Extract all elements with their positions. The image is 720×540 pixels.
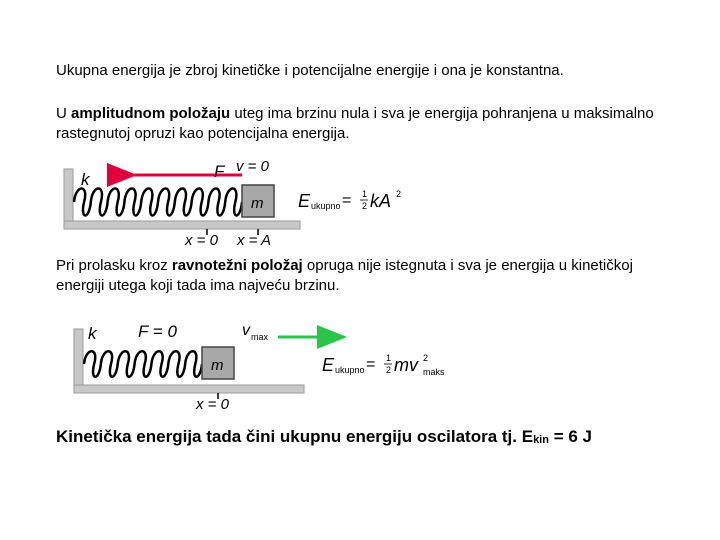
x0-label: x = 0	[196, 396, 229, 413]
force-label: F = 0	[138, 322, 177, 341]
equilibrium-diagram	[72, 315, 472, 413]
intro-paragraph: Ukupna energija je zbroj kinetičke i potencijalne energije i ona je konstantna.	[56, 62, 564, 79]
wall	[64, 169, 73, 229]
energy-exponent: 2	[396, 189, 402, 199]
fraction-denominator: 2	[386, 365, 392, 375]
spring-constant-label: k	[88, 324, 97, 343]
spring-constant-label: k	[81, 170, 90, 189]
xa-label: x = A	[237, 232, 272, 249]
equilibrium-suffix: opruga nije istegnuta i sva je energija u kinetičkoj energiji utega koji tada ima najveću brzinu.	[56, 257, 633, 294]
energy-symbol: E	[298, 191, 311, 211]
energy-rhs: mv	[394, 355, 418, 375]
conclusion-paragraph	[56, 427, 696, 450]
floor	[64, 221, 300, 229]
force-label: F	[214, 162, 225, 181]
energy-subscript: ukupno	[335, 365, 365, 375]
amplitude-paragraph	[56, 104, 656, 144]
velocity-label: v = 0	[236, 158, 269, 175]
energy-equals: =	[366, 356, 376, 373]
amplitude-bold-term: amplitudnom položaju	[71, 105, 231, 122]
amplitude-prefix: U	[56, 105, 71, 122]
energy-exponent: 2	[423, 353, 429, 363]
amplitude-diagram	[62, 155, 422, 250]
mass-label: m	[211, 357, 224, 374]
fraction-denominator: 2	[362, 201, 368, 211]
energy-symbol: E	[322, 355, 335, 375]
fraction-numerator: 1	[386, 353, 392, 363]
velocity-label: v	[242, 322, 250, 339]
energy-subscript: ukupno	[311, 201, 341, 211]
amplitude-suffix: uteg ima brzinu nula i sva je energija pohranjena u maksimalno rastegnutoj opruzi kao potencijalna energija.	[56, 105, 654, 142]
x0-label: x = 0	[185, 232, 218, 249]
equilibrium-bold-term: ravnotežni položaj	[171, 257, 303, 274]
conclusion-text: Kinetička energija tada čini ukupnu energiju oscilatora tj. E	[56, 427, 534, 446]
energy-rhs-subscript: maks	[423, 367, 445, 377]
floor	[74, 385, 304, 393]
conclusion-value: = 6 J	[548, 427, 592, 446]
equilibrium-paragraph	[56, 256, 656, 296]
spring	[84, 351, 202, 377]
energy-rhs: kA	[370, 191, 392, 211]
equilibrium-prefix: Pri prolasku kroz	[56, 257, 172, 274]
spring	[74, 189, 242, 216]
energy-equals: =	[342, 192, 352, 209]
wall	[74, 329, 83, 393]
mass-label: m	[251, 195, 264, 212]
velocity-subscript: max	[251, 332, 269, 342]
fraction-numerator: 1	[362, 189, 368, 199]
conclusion-subscript: kin	[533, 434, 549, 446]
